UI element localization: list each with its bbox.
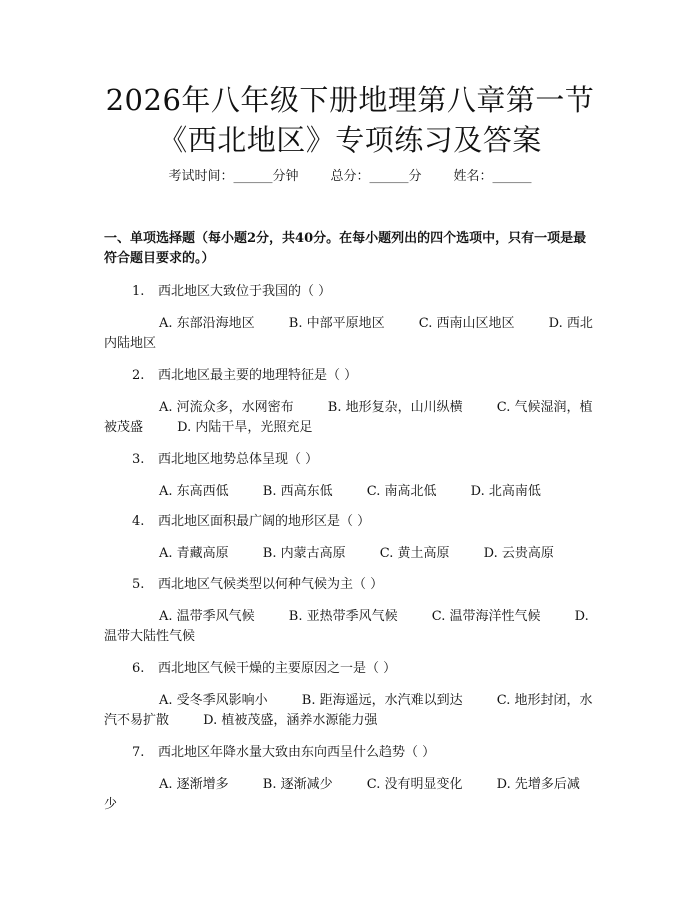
- option-d: D. 植被茂盛，涵养水源能力强: [203, 713, 378, 728]
- option-b: B. 内蒙古高原: [262, 546, 346, 561]
- question-stem: [104, 575, 599, 595]
- question-item: [104, 366, 599, 438]
- option-b: B. 距海遥远，水汽难以到达: [301, 693, 463, 708]
- option-a: A. 逐渐增多: [159, 777, 229, 792]
- question-item: [104, 659, 599, 731]
- question-number: 7.: [132, 745, 145, 760]
- question-item: [104, 512, 599, 564]
- option-c: C. 气候湿润，植被茂盛: [104, 400, 593, 435]
- option-d: D. 云贵高原: [483, 546, 554, 561]
- section-heading-single-choice: 一、单项选择题（每小题2分，共40分。在每小题列出的四个选项中，只有一项是最符合题目要求的。）: [104, 231, 587, 266]
- question-options: [104, 544, 599, 564]
- option-c: C. 黄土高原: [379, 546, 450, 561]
- option-c: C. 温带海洋性气候: [431, 609, 541, 624]
- question-text: 西北地区地势总体呈现（ ）: [158, 452, 319, 467]
- question-stem: [104, 743, 599, 763]
- option-a: A. 受冬季风影响小: [159, 693, 268, 708]
- question-stem: [104, 450, 599, 470]
- option-a: A. 东部沿海地区: [159, 316, 255, 331]
- exam-info-line: [100, 168, 600, 186]
- question-text: 西北地区年降水量大致由东向西呈什么趋势（ ）: [158, 745, 436, 760]
- question-options: [104, 482, 599, 502]
- option-c: C. 没有明显变化: [366, 777, 463, 792]
- question-item: [104, 743, 599, 815]
- option-b: B. 西高东低: [262, 484, 333, 499]
- question-stem: [104, 512, 599, 532]
- question-stem: [104, 366, 599, 386]
- question-options: [104, 691, 599, 731]
- option-a: A. 东高西低: [159, 484, 229, 499]
- total-score-label: 总分：______分: [330, 169, 422, 184]
- option-d: D. 内陆干旱，光照充足: [177, 420, 313, 435]
- question-options: [104, 607, 599, 647]
- option-b: B. 地形复杂，山川纵横: [327, 400, 463, 415]
- document-title: 2026年八年级下册地理第八章第一节《西北地区》专项练习及答案: [105, 83, 595, 157]
- question-item: [104, 575, 599, 647]
- question-number: 5.: [132, 577, 145, 592]
- question-text: 西北地区气候类型以何种气候为主（ ）: [158, 577, 384, 592]
- question-number: 4.: [132, 514, 145, 529]
- question-number: 3.: [132, 452, 145, 467]
- option-d: D. 温带大陆性气候: [104, 609, 589, 644]
- question-item: [104, 450, 599, 502]
- option-d: D. 北高南低: [470, 484, 541, 499]
- option-b: B. 亚热带季风气候: [288, 609, 398, 624]
- question-stem: [104, 659, 599, 679]
- question-text: 西北地区大致位于我国的（ ）: [158, 284, 332, 299]
- question-text: 西北地区面积最广阔的地形区是（ ）: [158, 514, 371, 529]
- option-d: D. 西北内陆地区: [104, 316, 593, 351]
- option-c: C. 地形封闭，水汽不易扩散: [104, 693, 593, 728]
- question-item: [104, 282, 599, 354]
- question-number: 2.: [132, 368, 145, 383]
- question-stem: [104, 282, 599, 302]
- option-a: A. 青藏高原: [159, 546, 229, 561]
- student-name-label: 姓名：______: [453, 169, 532, 184]
- option-b: B. 中部平原地区: [288, 316, 385, 331]
- question-options: [104, 775, 599, 815]
- option-d: D. 先增多后减少: [104, 777, 580, 812]
- question-text: 西北地区气候干燥的主要原因之一是（ ）: [158, 661, 397, 676]
- option-c: C. 南高北低: [366, 484, 437, 499]
- question-options: [104, 314, 599, 354]
- question-number: 6.: [132, 661, 145, 676]
- exam-time-label: 考试时间：______分钟: [168, 169, 299, 184]
- option-b: B. 逐渐减少: [262, 777, 333, 792]
- question-number: 1.: [132, 284, 145, 299]
- option-c: C. 西南山区地区: [418, 316, 515, 331]
- question-options: [104, 398, 599, 438]
- option-a: A. 河流众多，水网密布: [159, 400, 294, 415]
- option-a: A. 温带季风气候: [159, 609, 255, 624]
- question-text: 西北地区最主要的地理特征是（ ）: [158, 368, 358, 383]
